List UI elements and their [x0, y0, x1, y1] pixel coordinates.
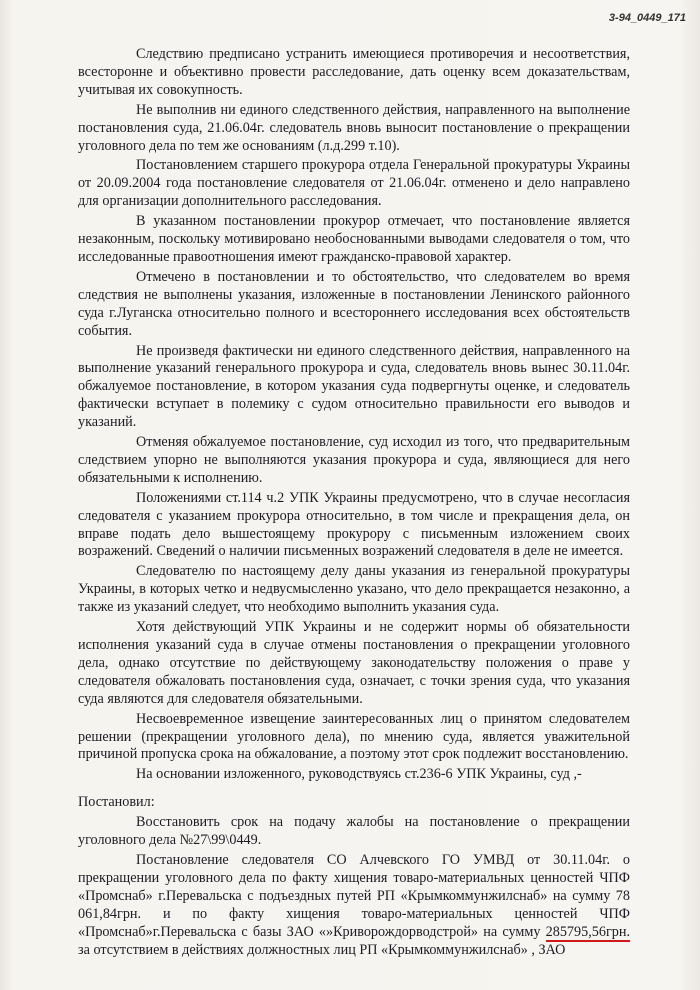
paragraph-9: Следователю по настоящему делу даны указания из генеральной прокуратуры Украины, в которых четко и недвусмысленно указано, что дело прекращается незаконно, а также из указаний следует, что необходимо выполнить указания суда.	[78, 563, 630, 616]
paragraph-11: Несвоевременное извещение заинтересованных лиц о принятом следователем решении (прекращении уголовного дела), по мнению суда, является уважительной причиной пропуска срока на обжалование, а поэтому этот срок подлежит восстановлению.	[78, 710, 630, 763]
paragraph-4: В указанном постановлении прокурор отмечает, что постановление является незаконным, поскольку мотивировано необоснованными выводами следователя о том, что исследованные правоотношения имеют гражданско-правовой характер.	[78, 213, 630, 265]
paragraph-3: Постановлением старшего прокурора отдела Генеральной прокуратуры Украины от 20.09.2004 года постановление следователя от 21.06.04г. отменено и дело направлено для организации дополнительного расследования.	[78, 157, 630, 210]
paragraph-5: Отмечено в постановлении и то обстоятельство, что следователем во время следствия не выполнены указания, изложенные в постановлении Ленинского районного суда г.Луганска относительно полного и всестороннего исследования всех обстоятельств события.	[78, 268, 630, 339]
paragraph-2: Не выполнив ни единого следственного действия, направленного на выполнение постановления суда, 21.06.04г. следователь вновь выносит постановление о прекращении уголовного дела по тем же основаниям (л.д.299 т.10).	[78, 101, 630, 154]
paragraph-6: Не произведя фактически ни единого следственного действия, направленного на выполнение указаний генерального прокурора и суда, следователь вновь вынес 30.11.04г. обжалуемое постановление, в котором указания суда подвергнуты оценке, и следователь фактически вступает в полемику с судом относительно правильности его выводов и указаний.	[78, 342, 630, 431]
document-body	[78, 46, 630, 959]
resolution-heading: Постановил:	[78, 794, 155, 811]
paragraph-7: Отменяя обжалуемое постановление, суд исходил из того, что предварительным следствием упорно не выполняются указания прокурора и суда, являющиеся для него обязательными к исполнению.	[78, 434, 630, 486]
resolution-item-2	[78, 852, 630, 942]
resolution-item-1: Восстановить срок на подачу жалобы на постановление о прекращении уголовного дела №27\99\0449.	[78, 814, 630, 849]
underlined-amount: 285795,56грн.	[545, 923, 630, 940]
paragraph-8: Положениями ст.114 ч.2 УПК Украины предусмотрено, что в случае несогласия следователя с указанием прокурора относительно, в том числе и прекращения дела, он вправе подать дело вышестоящему прокурору с письменным изложением своих возражений. Сведений о наличии письменных возражений следователя в деле не имеется.	[78, 489, 630, 560]
resolution-item-2-text: Постановление следователя СО Алчевского ГО УМВД от 30.11.04г. о прекращении уголовного дела по факту хищения товаро-материальных ценностей ЧПФ «Промснаб» г.Перевальска с подъездных путей РП «Крымкоммунжилснаб» на сумму 78 061,84грн. и по факту хищения товаро-материальных ценностей ЧПФ «Промснаб»г.Перевальска с базы ЗАО «»Криворождорводстрой» на сумму	[78, 851, 630, 940]
resolution-item-2-continued: за отсутствием в действиях должностных лиц РП «Крымкоммунжилснаб» , ЗАО	[78, 941, 566, 958]
paragraph-1: Следствию предписано устранить имеющиеся противоречия и несоответствия, всесторонне и объективно провести расследование, дать оценку всем доказательствам, учитывая их совокупность.	[78, 46, 630, 98]
document-reference-code: 3-94_0449_171	[608, 12, 686, 24]
paragraph-10: Хотя действующий УПК Украины и не содержит нормы об обязательности исполнения указаний суда в случае отмены постановления о прекращении уголовного дела, однако отсутствие по действующему законодательству положения о праве у следователя обжаловать постановления суда, означает, с точки зрения суда, что указания суда являются для следователя обязательными.	[78, 619, 630, 707]
paragraph-12: На основании изложенного, руководствуясь ст.236-6 УПК Украины, суд ,-	[136, 766, 582, 783]
